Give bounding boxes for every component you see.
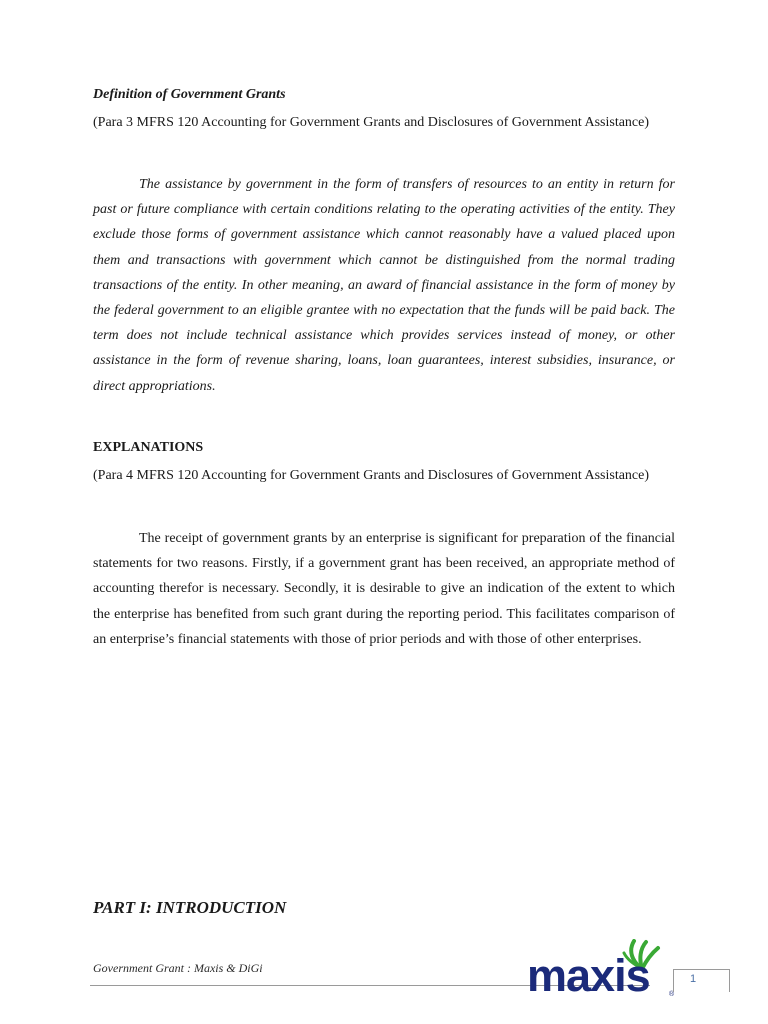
page-number-box	[673, 969, 730, 992]
maxis-logo-word: maxis	[527, 950, 650, 1001]
maxis-logo	[527, 939, 677, 1004]
maxis-logo-registered: ®	[669, 991, 675, 998]
page-number: 1	[690, 973, 697, 985]
definition-title: Definition of Government Grants	[93, 87, 286, 102]
definition-reference: (Para 3 MFRS 120 Accounting for Government Grants and Disclosures of Government Assistance)	[93, 115, 650, 130]
explanations-title: EXPLANATIONS	[93, 440, 204, 455]
explanations-body: The receipt of government grants by an enterprise is significant for preparation of the financial statements for two reasons. Firstly, if a government grant has been received, an appropriate method of accounting therefor is necessary. Secondly, it is desirable to give an indication of the extent to which the enterprise has benefited from such grant during the reporting period. This facilitates comparison of an enterprise’s financial statements with those of prior periods and with those of other enterprises.	[93, 531, 675, 647]
explanations-reference: (Para 4 MFRS 120 Accounting for Government Grants and Disclosures of Government Assistance)	[93, 468, 650, 483]
definition-body: The assistance by government in the form of transfers of resources to an entity in return for past or future compliance with certain conditions relating to the operating activities of the entity. They exclude those forms of government assistance which cannot reasonably have a valued placed upon them and transactions with government which cannot be distinguished from the normal trading transactions of the entity. In other meaning, an award of financial assistance in the form of money by the federal government to an eligible grantee with no expectation that the funds will be paid back. The term does not include technical assistance which provides services instead of money, or other assistance in the form of revenue sharing, loans, loan guarantees, interest subsidies, insurance, or direct appropriations.	[93, 177, 675, 394]
footer-text: Government Grant : Maxis & DiGi	[93, 961, 263, 975]
part-title: PART I: INTRODUCTION	[93, 898, 287, 917]
